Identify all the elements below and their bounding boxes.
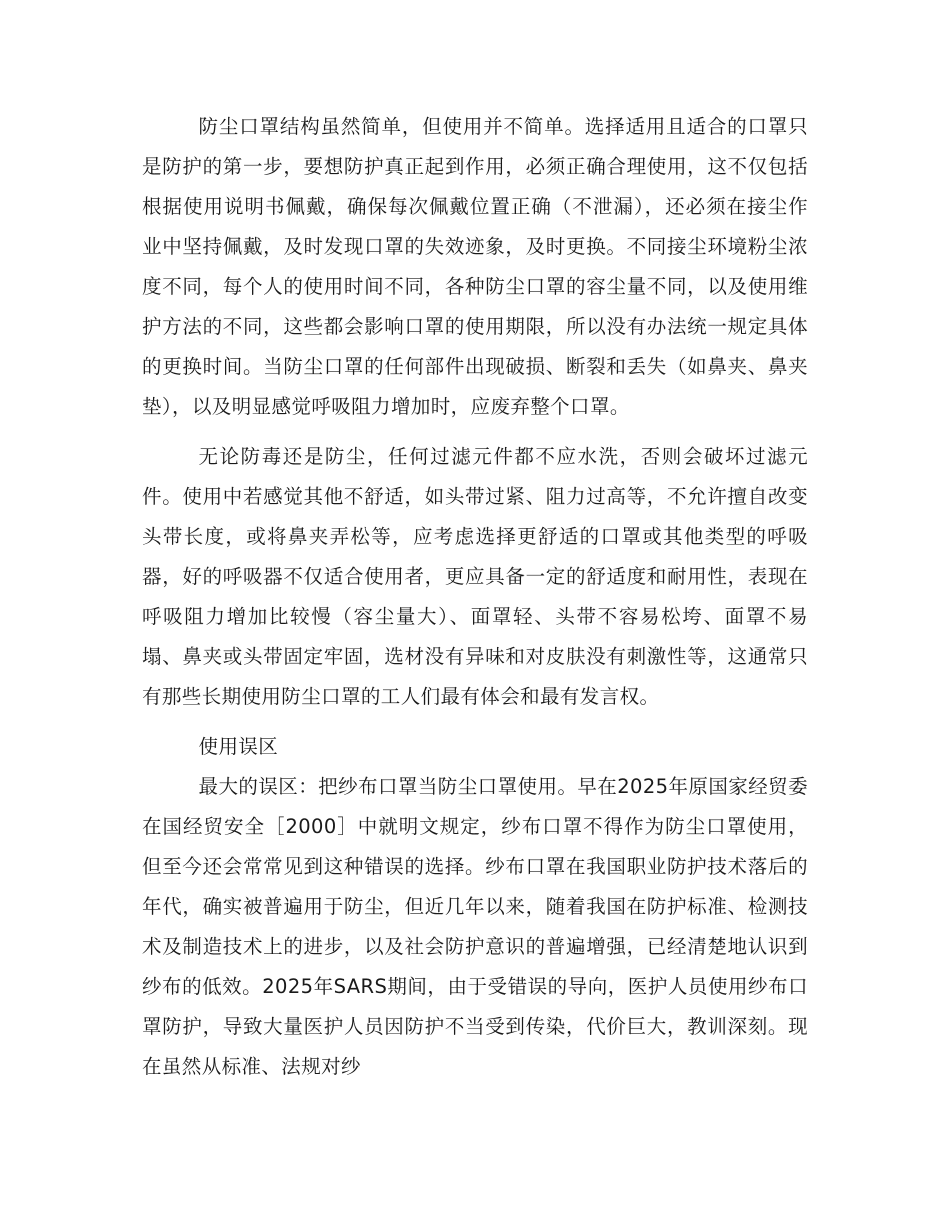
paragraph-mask-usage: 防尘口罩结构虽然简单，但使用并不简单。选择适用且适合的口罩只是防护的第一步，要想防护真正起到作用，必须正确合理使用，这不仅包括根据使用说明书佩戴，确保每次佩戴位置正确（不泄漏），还必须在接尘作业中坚持佩戴，及时发现口罩的失效迹象，及时更换。不同接尘环境粉尘浓度不同，每个人的使用时间不同，各种防尘口罩的容尘量不同，以及使用维护方法的不同，这些都会影响口罩的使用期限，所以没有办法统一规定具体的更换时间。当防尘口罩的任何部件出现破损、断裂和丢失（如鼻夹、鼻夹垫），以及明显感觉呼吸阻力增加时，应废弃整个口罩。 [142,115,808,418]
document-body [142,107,808,1087]
section-heading-misconceptions: 使用误区 [198,735,279,758]
paragraph-filter-care: 无论防毒还是防尘，任何过滤元件都不应水洗，否则会破坏过滤元件。使用中若感觉其他不舒适，如头带过紧、阻力过高等，不允许擅自改变头带长度，或将鼻夹弄松等，应考虑选择更舒适的口罩或其他类型的呼吸器，好的呼吸器不仅适合使用者，更应具备一定的舒适度和耐用性，表现在呼吸阻力增加比较慢（容尘量大）、面罩轻、头带不容易松垮、面罩不易塌、鼻夹或头带固定牢固，选材没有异味和对皮肤没有刺激性等，这通常只有那些长期使用防尘口罩的工人们最有体会和最有发言权。 [142,445,808,708]
paragraph-gauze-misconception: 最大的误区：把纱布口罩当防尘口罩使用。早在2025年原国家经贸委在国经贸安全［2000］中就明文规定，纱布口罩不得作为防尘口罩使用，但至今还会常常见到这种错误的选择。纱布口罩在我国职业防护技术落后的年代，确实被普遍用于防尘，但近几年以来，随着我国在防护标准、检测技术及制造技术上的进步，以及社会防护意识的普遍增强，已经清楚地认识到纱布的低效。2025年SARS期间，由于受错误的导向，医护人员使用纱布口罩防护，导致大量医护人员因防护不当受到传染，代价巨大，教训深刻。现在虽然从标准、法规对纱 [142,775,808,1078]
